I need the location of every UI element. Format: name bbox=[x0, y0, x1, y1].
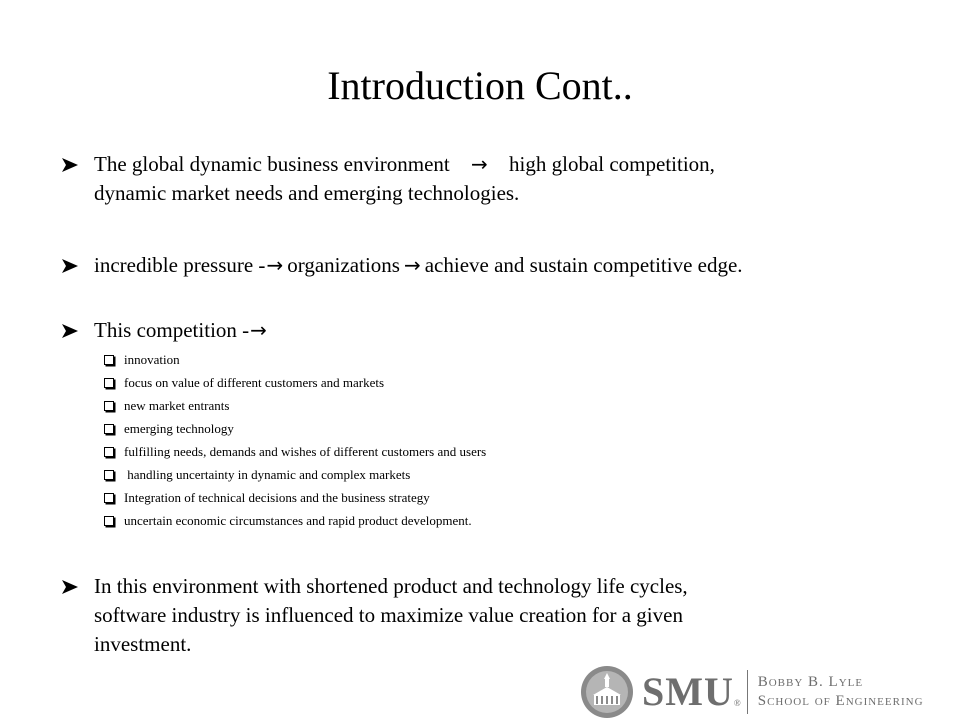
bullet-3-text: This competition - bbox=[94, 318, 250, 342]
subitem: uncertain economic circumstances and rapid product development. bbox=[104, 512, 864, 530]
subitem: innovation bbox=[104, 351, 864, 369]
checkbox-bullet-icon bbox=[104, 493, 114, 503]
bullet-1-line2: dynamic market needs and emerging technologies. bbox=[94, 181, 520, 205]
arrowhead-bullet-icon bbox=[60, 316, 94, 345]
right-arrow-icon: → bbox=[250, 318, 267, 342]
arrowhead-bullet-icon bbox=[60, 572, 94, 601]
checkbox-bullet-icon bbox=[104, 470, 114, 480]
bullet-global-environment bbox=[60, 150, 920, 208]
bullet-1-before: The global dynamic business environment bbox=[94, 152, 450, 176]
right-arrow-icon: → bbox=[403, 253, 421, 277]
bullet-4-line3: investment. bbox=[94, 632, 192, 656]
bullet-2-part3: achieve and sustain competitive edge. bbox=[424, 253, 743, 277]
bullet-this-competition bbox=[60, 316, 920, 345]
smu-wordmark: SMU bbox=[642, 669, 734, 714]
school-name-line1: Bobby B. Lyle bbox=[757, 673, 864, 690]
smu-seal-icon bbox=[580, 665, 634, 719]
subitem: fulfilling needs, demands and wishes of different customers and users bbox=[104, 443, 864, 461]
bullet-2-part2: organizations bbox=[287, 253, 400, 277]
slide-title: Introduction Cont.. bbox=[327, 63, 633, 108]
arrowhead-bullet-icon bbox=[60, 150, 94, 179]
right-arrow-icon: → bbox=[266, 253, 284, 277]
smu-logo bbox=[580, 663, 960, 720]
bullet-4-line1: In this environment with shortened product and technology life cycles, bbox=[94, 574, 688, 598]
checkbox-bullet-icon bbox=[104, 378, 114, 388]
subitem: focus on value of different customers and markets bbox=[104, 374, 864, 392]
subitem: Integration of technical decisions and the business strategy bbox=[104, 489, 864, 507]
checkbox-bullet-icon bbox=[104, 447, 114, 457]
checkbox-bullet-icon bbox=[104, 401, 114, 411]
subitem: new market entrants bbox=[104, 397, 864, 415]
subitem: emerging technology bbox=[104, 420, 864, 438]
bullet-4-line2: software industry is influenced to maximize value creation for a given bbox=[94, 603, 683, 627]
checkbox-bullet-icon bbox=[104, 355, 114, 365]
subitem: handling uncertainty in dynamic and complex markets bbox=[104, 466, 864, 484]
bullet-2-part1: incredible pressure - bbox=[94, 253, 266, 277]
arrowhead-bullet-icon bbox=[60, 251, 94, 280]
checkbox-bullet-icon bbox=[104, 516, 114, 526]
logo-divider bbox=[747, 670, 748, 714]
school-name-line2: School of Engineering bbox=[757, 692, 924, 709]
bullet-environment-lifecycles bbox=[60, 572, 920, 659]
bullet-incredible-pressure bbox=[60, 251, 920, 280]
bullet-1-after: high global competition, bbox=[509, 152, 715, 176]
right-arrow-icon: → bbox=[471, 152, 488, 176]
school-name bbox=[758, 673, 924, 711]
checkbox-bullet-icon bbox=[104, 424, 114, 434]
registered-mark: ® bbox=[733, 698, 741, 708]
